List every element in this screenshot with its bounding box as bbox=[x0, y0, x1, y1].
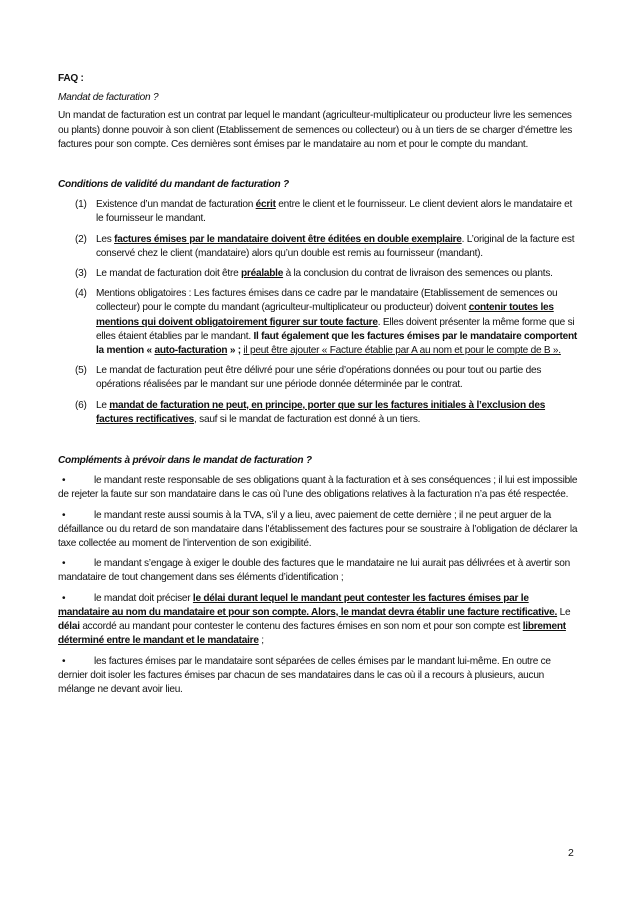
section-title-conditions: Conditions de validité du mandant de facturation ? bbox=[58, 179, 289, 191]
emphasis-librement-determine: librement déterminé entre le mandant et le mandataire bbox=[58, 621, 566, 647]
condition-item: (3) Le mandat de facturation doit être préalable à la conclusion du contrat de livraison des semences ou plants. bbox=[58, 267, 580, 281]
emphasis-double-exemplaire: factures émises par le mandataire doivent être éditées en double exemplaire bbox=[114, 233, 462, 245]
condition-item: (2) Les factures émises par le mandataire doivent être éditées en double exemplaire. L’original de la facture est conservé chez le client (mandataire) alors qu’un double est remis au fournisseur (mandant). bbox=[75, 233, 575, 259]
bullet-marker: • bbox=[62, 592, 66, 604]
bullet-marker: • bbox=[62, 475, 66, 487]
bullet-marker: • bbox=[62, 655, 66, 667]
section-title-complements: Compléments à prévoir dans le mandat de facturation ? bbox=[58, 455, 312, 467]
emphasis-facture-etablie: il peut être ajouter « Facture établie par A au nom et pour le compte de B ». bbox=[243, 345, 561, 357]
emphasis-auto-facturation: auto-facturation bbox=[154, 345, 228, 357]
item-number: (5) bbox=[75, 365, 87, 377]
bullet-marker: • bbox=[62, 509, 66, 521]
emphasis-ecrit: écrit bbox=[255, 199, 276, 211]
intro-paragraph: Un mandat de facturation est un contrat par lequel le mandant (agriculteur-multiplicateur ou producteur livre les semences ou plants) donne pouvoir à son client (Etablissement de semences ou collecteur) ou à un tiers de se charger d’émettre les factures pour son compte. Ces dernières sont émises par le mandataire au nom et pour le compte du mandant. bbox=[58, 110, 572, 150]
conditions-list bbox=[58, 198, 580, 427]
condition-item: (6) Le mandat de facturation ne peut, en principe, porter que sur les factures initiales à l’exclusion des factures rectificatives, sauf si le mandat de facturation est donné à un tiers. bbox=[75, 399, 546, 425]
item-number: (6) bbox=[75, 399, 87, 411]
page-number: 2 bbox=[568, 847, 574, 859]
emphasis-delai: délai bbox=[58, 621, 80, 633]
emphasis-factures-initiales: mandat de facturation ne peut, en principe, porter que sur les factures initiales à l’exclusion des factures rectificatives bbox=[96, 399, 546, 425]
emphasis-mentions: contenir toutes les mentions qui doivent obligatoirement figurer sur toute facture bbox=[96, 302, 554, 328]
item-number: (2) bbox=[75, 233, 87, 245]
condition-item: (1) Existence d’un mandat de facturation écrit entre le client et le fournisseur. Le client devient alors le mandataire et le fournisseur le mandant. bbox=[75, 199, 573, 225]
emphasis-delai-contestation: le délai durant lequel le mandant peut contester les factures émises par le mandataire au nom du mandataire et pour son compte. Alors, le mandat devra établir une facture rectificative. bbox=[58, 592, 558, 618]
bullet-paragraph: • le mandant s’engage à exiger le double des factures que le mandataire ne lui aurait pas délivrées et à avertir son mandataire de tout changement dans ses éléments d’identification ; bbox=[58, 558, 570, 584]
bullet-paragraph: • le mandant reste aussi soumis à la TVA, s’il y a lieu, avec paiement de cette dernière ; il ne peut arguer de la défaillance ou du retard de son mandataire dans l’établissement des factures pour se soustraire à l’obligation de déclarer la taxe collectée au moment de l’intervention de son exigibilité. bbox=[58, 509, 578, 550]
item-number: (1) bbox=[75, 199, 87, 211]
faq-label: FAQ : bbox=[58, 73, 84, 84]
item-number: (3) bbox=[75, 268, 87, 280]
document-body bbox=[58, 72, 580, 703]
condition-item: (5) Le mandat de facturation peut être délivré pour une série d’opérations données ou pour tout ou partie des opérations réalisées par le mandant sur une période donnée déterminée par le contrat. bbox=[75, 365, 542, 391]
item-number: (4) bbox=[75, 288, 87, 300]
emphasis-prealable: préalable bbox=[241, 268, 284, 280]
section-title-mandat: Mandat de facturation ? bbox=[58, 92, 159, 104]
bullet-paragraph: • les factures émises par le mandataire sont séparées de celles émises par le mandant lui-même. En outre ce dernier doit isoler les factures émises par chacun de ses mandataires dans le cas où il a recours à plusieurs, aucun mélange ne devant avoir lieu. bbox=[58, 655, 551, 695]
bullet-paragraph: • le mandat doit préciser le délai durant lequel le mandant peut contester les factures émises par le mandataire au nom du mandataire et pour son compte. Alors, le mandat devra établir une facture rectificative. Le délai accordé au mandant pour contester le contenu des factures émises en son nom et pour son compte est librement déterminé entre le mandant et le mandataire ; bbox=[58, 592, 571, 647]
bullet-paragraph: • le mandant reste responsable de ses obligations quant à la facturation et à ses conséquences ; il lui est impossible de rejeter la faute sur son mandataire dans le cas où l’une des obligations relatives à la facturation n’a pas été respectée. bbox=[58, 475, 578, 501]
condition-item: (4) Mentions obligatoires : Les factures émises dans ce cadre par le mandataire (Etablissement de semences ou collecteur) pour le compte du mandant (agriculteur-multiplicateur ou producteur) doivent contenir toutes les mentions qui doivent obligatoirement figurer sur toute facture. Elles doivent présenter la même forme que si elles étaient établies par le mandant. Il faut également que les factures émises par le mandataire comportent la mention « auto-facturation » ; il peut être ajouter « Facture établie par A au nom et pour le compte de B ». bbox=[75, 288, 578, 357]
emphasis-mention-required: Il faut également que les factures émises par le mandataire comportent la mention « bbox=[96, 330, 578, 357]
bullet-marker: • bbox=[62, 558, 66, 570]
